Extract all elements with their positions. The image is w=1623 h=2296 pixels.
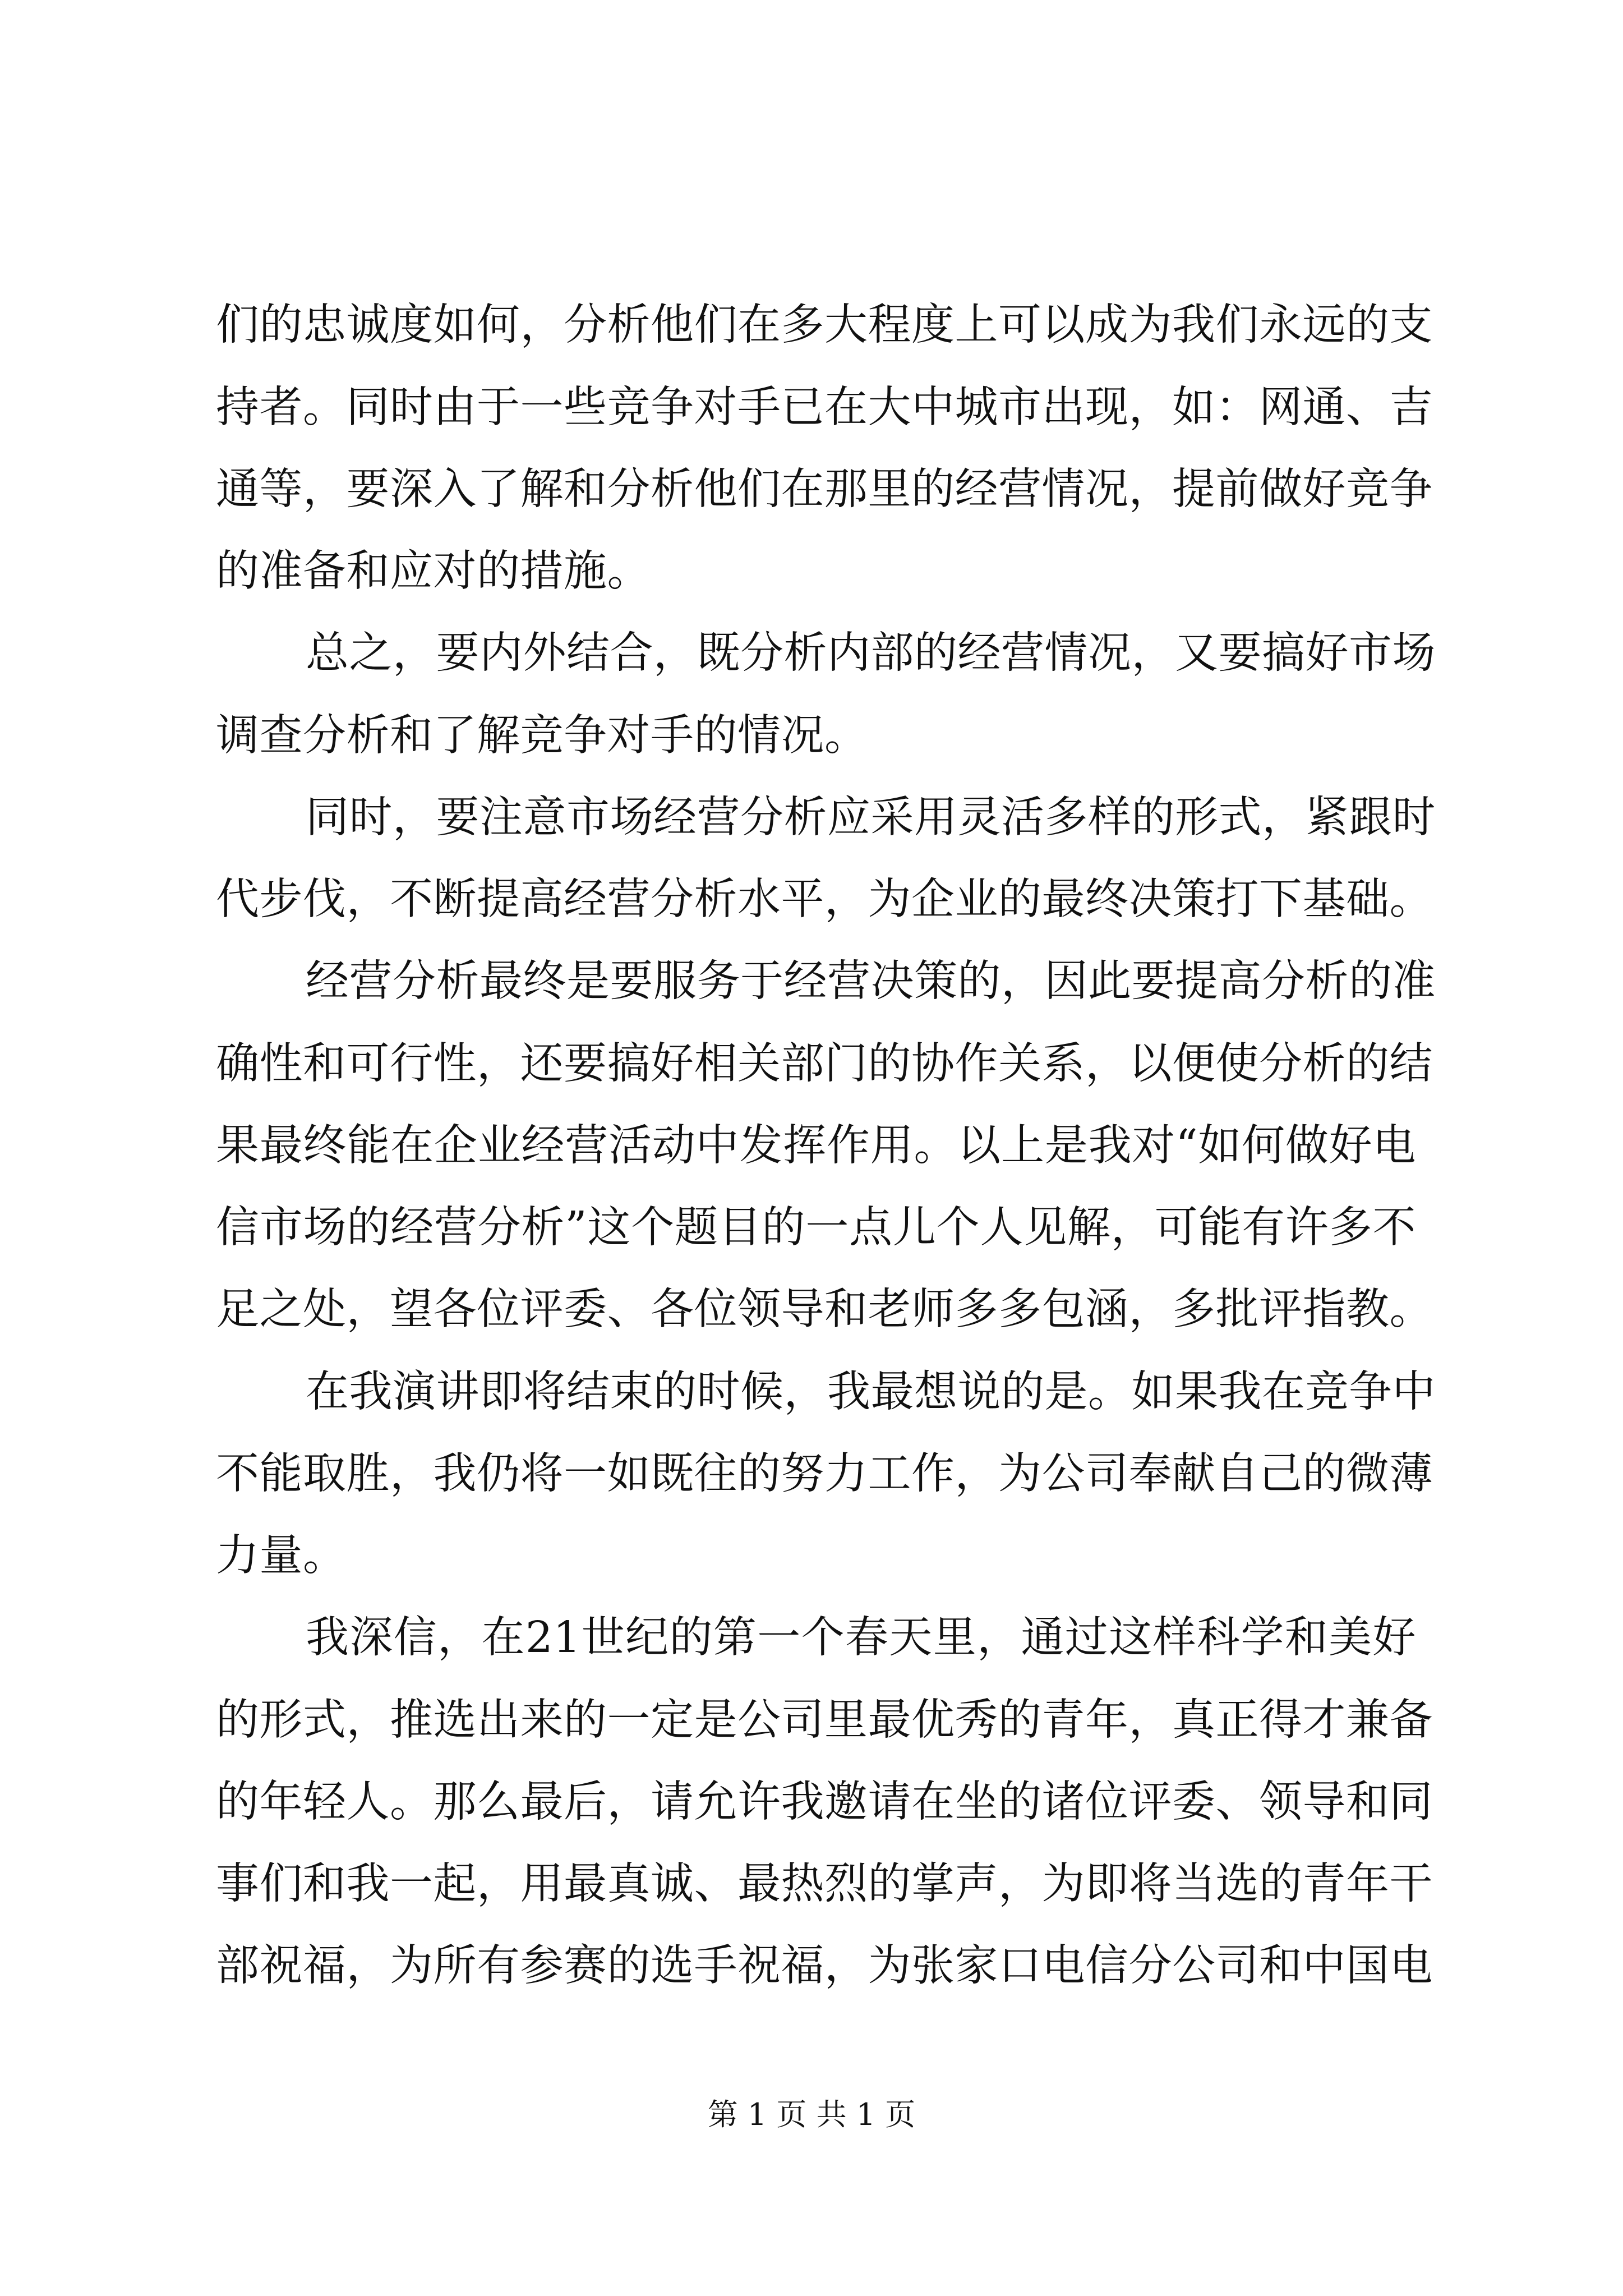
text-line: 不能取胜，我仍将一如既往的努力工作，为公司奉献自己的微薄 [216,1449,1433,1499]
text-line: 们的忠诚度如何，分析他们在多大程度上可以成为我们永远的支 [216,300,1433,350]
text-line: 信市场的经营分析”这个题目的一点儿个人见解，可能有许多不 [216,1203,1416,1253]
paragraph-first-line: 我深信，在21世纪的第一个春天里，通过这样科学和美好 [306,1613,1416,1663]
text-line: 持者。同时由于一些竞争对手已在大中城市出现，如：网通、吉 [216,383,1433,432]
page-footer: 第 1 页 共 1 页 [707,2097,916,2132]
text-line: 事们和我一起，用最真诚、最热烈的掌声，为即将当选的青年干 [216,1859,1433,1909]
text-line: 力量。 [216,1531,347,1581]
paragraph-first-line: 总之，要内外结合，既分析内部的经营情况，又要搞好市场 [306,628,1436,678]
text-line: 部祝福，为所有参赛的选手祝福，为张家口电信分公司和中国电 [216,1941,1433,1991]
text-line: 的形式，推选出来的一定是公司里最优秀的青年，真正得才兼备 [216,1695,1433,1745]
text-line: 果最终能在企业经营活动中发挥作用。以上是我对“如何做好电 [216,1121,1416,1171]
text-line: 确性和可行性，还要搞好相关部门的协作关系，以便使分析的结 [216,1039,1433,1089]
text-line: 足之处，望各位评委、各位领导和老师多多包涵，多批评指教。 [216,1285,1433,1335]
text-line: 的年轻人。那么最后，请允许我邀请在坐的诸位评委、领导和同 [216,1777,1433,1827]
text-line: 调查分析和了解竞争对手的情况。 [216,711,868,761]
paragraph-first-line: 在我演讲即将结束的时候，我最想说的是。如果我在竞争中 [306,1367,1436,1417]
text-line: 通等，要深入了解和分析他们在那里的经营情况，提前做好竞争 [216,464,1433,514]
text-line: 的准备和应对的措施。 [216,546,651,596]
paragraph-first-line: 同时，要注意市场经营分析应采用灵活多样的形式，紧跟时 [306,793,1436,843]
paragraph-first-line: 经营分析最终是要服务于经营决策的，因此要提高分析的准 [306,956,1436,1006]
text-line: 代步伐，不断提高经营分析水平，为企业的最终决策打下基础。 [216,875,1433,924]
